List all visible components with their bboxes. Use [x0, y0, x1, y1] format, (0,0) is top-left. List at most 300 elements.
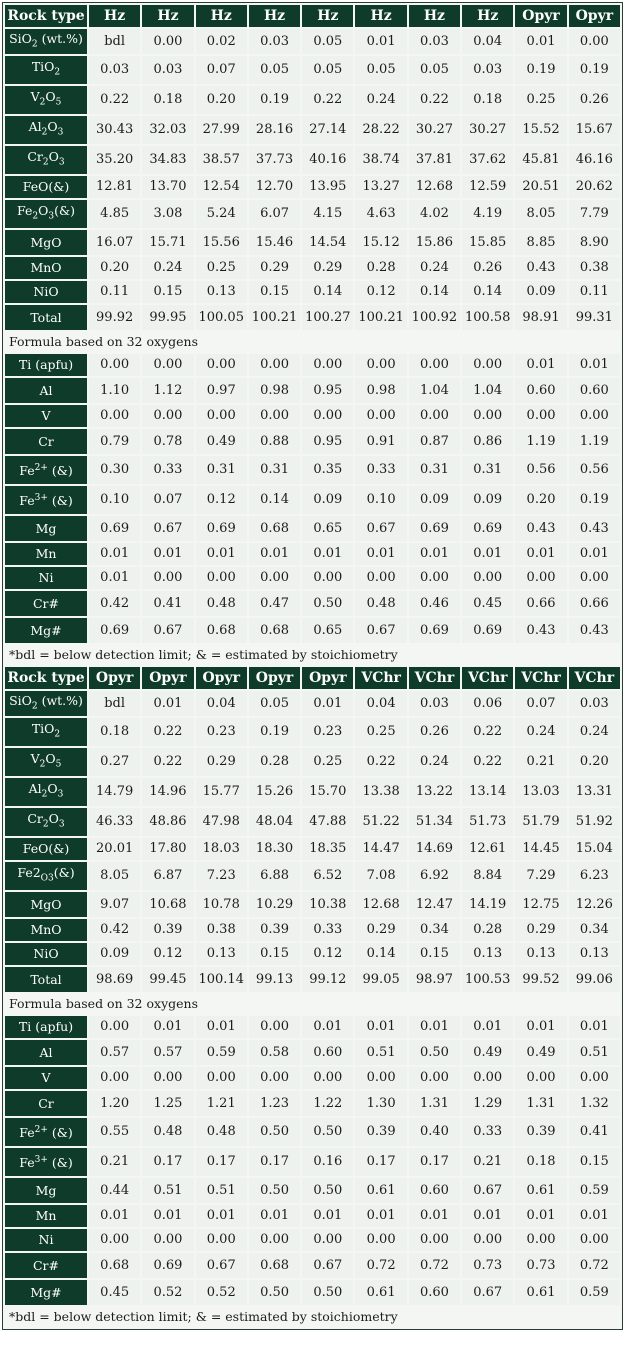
row-label-text: Al: [28, 119, 42, 135]
table-cell: 0.09: [515, 281, 566, 303]
table-row: [5, 691, 620, 716]
table-cell: 10.68: [142, 892, 193, 917]
table-cell: 0.51: [355, 1040, 406, 1065]
table-cell: 0.21: [89, 1148, 140, 1176]
table-cell: 12.68: [409, 176, 460, 198]
table-row: [5, 919, 620, 941]
table-cell: 0.67: [142, 618, 193, 643]
data-table-container: [2, 2, 623, 1330]
table-cell: 13.31: [569, 778, 620, 806]
row-label-subscript: 5: [55, 759, 62, 770]
table-row: [5, 1118, 620, 1146]
table-cell: 9.07: [89, 892, 140, 917]
table-cell: 0.67: [196, 1253, 247, 1278]
table-cell: 0.01: [409, 543, 460, 565]
row-label-text: MgO: [30, 234, 62, 250]
table-cell: 18.35: [302, 838, 353, 860]
table-cell: 0.45: [462, 591, 513, 616]
table-cell: 100.21: [249, 305, 300, 330]
table-cell: 15.46: [249, 230, 300, 255]
table-cell: 0.00: [355, 405, 406, 427]
row-label-text: Ni: [38, 570, 54, 585]
column-header: Opyr: [569, 5, 620, 27]
table-cell: 0.01: [302, 1016, 353, 1038]
row-label: [5, 257, 87, 279]
row-label-text: Mg#: [30, 1284, 62, 1300]
column-header: Opyr: [142, 667, 193, 689]
table-cell: 99.05: [355, 967, 406, 992]
table-cell: 0.01: [462, 1016, 513, 1038]
table-cell: 13.22: [409, 778, 460, 806]
table-cell: 30.27: [409, 116, 460, 144]
table-cell: 1.30: [355, 1091, 406, 1116]
table-cell: 0.61: [355, 1178, 406, 1203]
table-cell: 0.67: [142, 516, 193, 541]
row-label-text: Mn: [35, 1208, 57, 1223]
row-label: [5, 778, 87, 806]
table-cell: 7.23: [196, 862, 247, 890]
table-cell: 0.46: [409, 591, 460, 616]
table-cell: 0.24: [515, 718, 566, 746]
row-label: [5, 567, 87, 589]
table-row: [5, 1148, 620, 1176]
table-cell: 0.00: [196, 354, 247, 376]
table-row: [5, 146, 620, 174]
row-label-suffix: (&): [47, 463, 73, 479]
row-label-text: Ti (apfu): [18, 357, 74, 372]
table-cell: 0.31: [462, 456, 513, 484]
column-header: Hz: [462, 5, 513, 27]
row-label: [5, 281, 87, 303]
table-cell: 14.19: [462, 892, 513, 917]
table-cell: 0.67: [355, 516, 406, 541]
table-cell: 0.19: [249, 86, 300, 114]
table-cell: 0.25: [355, 718, 406, 746]
row-label: [5, 378, 87, 403]
table-cell: 0.00: [302, 1067, 353, 1089]
table-cell: 0.09: [89, 943, 140, 965]
table-cell: 0.24: [142, 257, 193, 279]
table-cell: 0.00: [569, 29, 620, 54]
column-header: Opyr: [196, 667, 247, 689]
table-cell: 98.91: [515, 305, 566, 330]
table-cell: 0.52: [196, 1280, 247, 1305]
table-cell: 15.85: [462, 230, 513, 255]
table-cell: 0.17: [355, 1148, 406, 1176]
table-cell: 15.77: [196, 778, 247, 806]
table-cell: 6.92: [409, 862, 460, 890]
row-label-text: Mg#: [30, 622, 62, 638]
table-cell: 0.17: [409, 1148, 460, 1176]
table-cell: 1.19: [569, 429, 620, 454]
table-cell: 0.00: [142, 29, 193, 54]
table-cell: 0.22: [302, 86, 353, 114]
table-cell: 0.15: [409, 943, 460, 965]
row-label: [5, 1040, 87, 1065]
table-cell: 0.05: [302, 29, 353, 54]
table-cell: 0.51: [196, 1178, 247, 1203]
row-label-text: Ti (apfu): [18, 1019, 74, 1034]
table-row: [5, 778, 620, 806]
table-cell: 0.11: [89, 281, 140, 303]
table-cell: 0.13: [462, 943, 513, 965]
table-cell: 51.73: [462, 808, 513, 836]
table-cell: 28.22: [355, 116, 406, 144]
table-cell: 0.00: [89, 1229, 140, 1251]
row-label-subscript: 2: [39, 759, 46, 770]
table-cell: 0.00: [569, 567, 620, 589]
table-cell: 0.60: [302, 1040, 353, 1065]
footnote-row: [5, 645, 620, 665]
table-cell: 47.88: [302, 808, 353, 836]
table-cell: 100.53: [462, 967, 513, 992]
table-cell: 0.39: [142, 919, 193, 941]
table-row: [5, 354, 620, 376]
row-label-subscript: 2: [41, 789, 48, 800]
table-cell: 14.54: [302, 230, 353, 255]
table-row: [5, 892, 620, 917]
table-cell: 14.47: [355, 838, 406, 860]
table-cell: 0.31: [249, 456, 300, 484]
table-cell: 17.80: [142, 838, 193, 860]
table-cell: 0.01: [515, 354, 566, 376]
table-cell: 0.20: [196, 86, 247, 114]
table-cell: 0.26: [409, 718, 460, 746]
table-cell: 0.33: [142, 456, 193, 484]
table-cell: 0.29: [302, 257, 353, 279]
table-cell: 7.79: [569, 200, 620, 228]
table-cell: 0.60: [515, 378, 566, 403]
table-cell: 6.07: [249, 200, 300, 228]
footnote: *bdl = below detection limit; & = estimated by stoichiometry: [5, 1307, 620, 1327]
table-cell: 1.32: [569, 1091, 620, 1116]
table-cell: 0.07: [515, 691, 566, 716]
table-cell: 0.23: [196, 718, 247, 746]
table-cell: 0.00: [249, 1016, 300, 1038]
table-cell: 0.00: [142, 1229, 193, 1251]
table-cell: 0.00: [569, 405, 620, 427]
table-cell: 12.75: [515, 892, 566, 917]
table-cell: 100.21: [355, 305, 406, 330]
table-cell: 15.67: [569, 116, 620, 144]
column-header: Opyr: [249, 667, 300, 689]
table-cell: 12.61: [462, 838, 513, 860]
table-cell: 13.14: [462, 778, 513, 806]
table-cell: 14.45: [515, 838, 566, 860]
row-label-text: Fe2: [17, 865, 41, 881]
table-cell: 0.29: [515, 919, 566, 941]
table-cell: 0.01: [302, 691, 353, 716]
table-cell: 0.01: [515, 1205, 566, 1227]
table-cell: 1.23: [249, 1091, 300, 1116]
row-label-text: Total: [30, 309, 62, 325]
table-cell: 0.00: [515, 1229, 566, 1251]
table-cell: 0.60: [569, 378, 620, 403]
table-row: [5, 405, 620, 427]
table-cell: 0.18: [89, 718, 140, 746]
row-label: [5, 1280, 87, 1305]
row-label-text: V: [41, 1070, 51, 1085]
row-label-subscript: 2: [39, 97, 46, 108]
table-cell: 3.08: [142, 200, 193, 228]
table-cell: 0.00: [409, 1067, 460, 1089]
table-cell: 14.79: [89, 778, 140, 806]
row-label: [5, 543, 87, 565]
table-cell: 0.07: [142, 486, 193, 514]
table-cell: 10.78: [196, 892, 247, 917]
table-cell: 0.59: [569, 1178, 620, 1203]
row-label-suffix: (&): [53, 865, 75, 881]
table-cell: 0.69: [142, 1253, 193, 1278]
table-cell: 0.95: [302, 378, 353, 403]
row-label-text: Mn: [35, 546, 57, 561]
table-cell: 0.22: [462, 718, 513, 746]
table-cell: 0.01: [249, 543, 300, 565]
table-row: [5, 257, 620, 279]
table-cell: 0.69: [462, 516, 513, 541]
table-cell: 0.01: [142, 691, 193, 716]
table-cell: 0.00: [142, 1067, 193, 1089]
row-label-text: O: [38, 203, 49, 219]
table-cell: 0.50: [249, 1280, 300, 1305]
table-cell: 35.20: [89, 146, 140, 174]
table-cell: 0.43: [515, 618, 566, 643]
table-row: [5, 230, 620, 255]
table-row: [5, 200, 620, 228]
table-cell: 0.01: [302, 1205, 353, 1227]
table-cell: 0.05: [249, 56, 300, 84]
row-label: [5, 943, 87, 965]
table-cell: 0.22: [409, 86, 460, 114]
table-cell: 99.06: [569, 967, 620, 992]
table-cell: 15.52: [515, 116, 566, 144]
table-cell: 0.18: [515, 1148, 566, 1176]
table-cell: 0.00: [409, 1229, 460, 1251]
table-cell: 0.18: [462, 86, 513, 114]
row-label: [5, 456, 87, 484]
table-cell: 0.07: [196, 56, 247, 84]
table-cell: 0.01: [569, 543, 620, 565]
table-cell: 0.01: [515, 1016, 566, 1038]
table-row: [5, 1205, 620, 1227]
column-header: VChr: [462, 667, 513, 689]
table-row: [5, 1016, 620, 1038]
table-cell: 99.31: [569, 305, 620, 330]
table-cell: 1.19: [515, 429, 566, 454]
column-header: Opyr: [89, 667, 140, 689]
table-cell: 0.20: [569, 748, 620, 776]
table-cell: 0.00: [89, 354, 140, 376]
table-cell: 0.22: [89, 86, 140, 114]
table-cell: 30.27: [462, 116, 513, 144]
table-cell: 0.01: [355, 1016, 406, 1038]
row-label-subscript: 3: [57, 789, 64, 800]
row-label-text: Fe: [19, 1125, 35, 1141]
row-label-text: TiO: [31, 59, 55, 75]
table-cell: 0.01: [515, 29, 566, 54]
table-cell: 15.56: [196, 230, 247, 255]
table-cell: 0.00: [302, 567, 353, 589]
table-cell: 0.13: [196, 943, 247, 965]
table-cell: 27.99: [196, 116, 247, 144]
row-label-subscript: 5: [55, 97, 62, 108]
table-cell: 20.51: [515, 176, 566, 198]
table-row: [5, 1067, 620, 1089]
table-cell: 0.04: [462, 29, 513, 54]
table-cell: 0.15: [249, 281, 300, 303]
table-cell: 0.43: [569, 618, 620, 643]
table-cell: 0.87: [409, 429, 460, 454]
row-label: [5, 967, 87, 992]
row-label-text: Al: [39, 382, 53, 398]
table-cell: 99.92: [89, 305, 140, 330]
table-row: [5, 808, 620, 836]
table-cell: 0.97: [196, 378, 247, 403]
formula-note: Formula based on 32 oxygens: [5, 994, 620, 1014]
table-cell: 0.56: [515, 456, 566, 484]
row-label-text: Fe: [19, 463, 35, 479]
table-cell: 0.56: [569, 456, 620, 484]
table-cell: 0.03: [249, 29, 300, 54]
table-cell: 0.47: [249, 591, 300, 616]
table-cell: 0.78: [142, 429, 193, 454]
row-label-text: Mg: [35, 520, 57, 536]
table-cell: 0.00: [249, 1067, 300, 1089]
table-cell: 0.09: [409, 486, 460, 514]
row-label: [5, 176, 87, 198]
column-header: Hz: [249, 5, 300, 27]
row-label-suffix: (&): [47, 493, 73, 509]
table-cell: 37.81: [409, 146, 460, 174]
table-cell: 0.35: [302, 456, 353, 484]
table-cell: 0.01: [196, 1016, 247, 1038]
table-cell: 4.63: [355, 200, 406, 228]
table-cell: 0.69: [89, 516, 140, 541]
table-cell: 0.01: [196, 543, 247, 565]
table-cell: 0.15: [569, 1148, 620, 1176]
table-cell: 0.57: [142, 1040, 193, 1065]
table-row: [5, 618, 620, 643]
footnote-row: [5, 1307, 620, 1327]
row-label: [5, 808, 87, 836]
table-cell: 0.69: [409, 516, 460, 541]
table-cell: 48.04: [249, 808, 300, 836]
row-label-text: V: [30, 751, 40, 767]
row-label: [5, 838, 87, 860]
table-cell: 0.86: [462, 429, 513, 454]
row-label-subscript: 2: [42, 819, 49, 830]
table-cell: 0.00: [462, 1067, 513, 1089]
row-label-subscript: 3: [58, 157, 65, 168]
row-label: [5, 1148, 87, 1176]
row-label-text: Al: [28, 781, 42, 797]
table-cell: 0.39: [355, 1118, 406, 1146]
row-label-subscript: 2: [54, 67, 61, 78]
row-label-superscript: 3+: [34, 493, 48, 504]
column-header: VChr: [515, 667, 566, 689]
table-cell: 0.57: [89, 1040, 140, 1065]
table-cell: 0.39: [515, 1118, 566, 1146]
table-cell: 0.61: [355, 1280, 406, 1305]
row-label-text: MgO: [30, 896, 62, 912]
table-cell: 30.43: [89, 116, 140, 144]
table-cell: 0.00: [196, 567, 247, 589]
table-cell: 12.54: [196, 176, 247, 198]
column-header: VChr: [355, 667, 406, 689]
column-header: Hz: [302, 5, 353, 27]
table-row: [5, 486, 620, 514]
row-label: [5, 691, 87, 716]
table-row: [5, 456, 620, 484]
column-header: VChr: [409, 667, 460, 689]
table-cell: 7.08: [355, 862, 406, 890]
table-cell: 0.00: [89, 1016, 140, 1038]
table-cell: 34.83: [142, 146, 193, 174]
table-cell: 18.30: [249, 838, 300, 860]
row-label: [5, 146, 87, 174]
formula-note: Formula based on 32 oxygens: [5, 332, 620, 352]
row-label-text: MnO: [30, 922, 62, 937]
table-row: [5, 591, 620, 616]
header-row: [5, 5, 620, 27]
table-cell: 0.01: [462, 1205, 513, 1227]
table-cell: 46.33: [89, 808, 140, 836]
table-cell: 0.33: [462, 1118, 513, 1146]
table-cell: 0.26: [462, 257, 513, 279]
table-cell: 0.69: [409, 618, 460, 643]
table-cell: 6.23: [569, 862, 620, 890]
table-cell: 12.59: [462, 176, 513, 198]
table-cell: 0.61: [515, 1178, 566, 1203]
table-cell: 0.59: [569, 1280, 620, 1305]
table-cell: 0.21: [515, 748, 566, 776]
table-cell: 0.19: [569, 56, 620, 84]
table-cell: 0.00: [355, 354, 406, 376]
table-cell: 0.01: [355, 29, 406, 54]
table-cell: 0.23: [302, 718, 353, 746]
table-row: [5, 1091, 620, 1116]
table-row: [5, 281, 620, 303]
table-cell: 0.68: [249, 618, 300, 643]
row-label-text: Fe: [19, 493, 35, 509]
table-row: [5, 718, 620, 746]
table-cell: 0.24: [569, 718, 620, 746]
table-cell: 37.62: [462, 146, 513, 174]
table-cell: 0.30: [89, 456, 140, 484]
table-cell: 0.01: [142, 1016, 193, 1038]
table-cell: 0.00: [196, 405, 247, 427]
table-cell: 99.52: [515, 967, 566, 992]
table-row: [5, 1178, 620, 1203]
table-cell: 0.48: [196, 591, 247, 616]
table-cell: 51.92: [569, 808, 620, 836]
table-cell: 38.74: [355, 146, 406, 174]
table-cell: 0.67: [462, 1280, 513, 1305]
table-cell: 0.58: [249, 1040, 300, 1065]
table-cell: 13.27: [355, 176, 406, 198]
table-cell: 0.10: [355, 486, 406, 514]
formula-note-row: [5, 332, 620, 352]
row-label-text: MnO: [30, 260, 62, 275]
table-cell: 15.70: [302, 778, 353, 806]
table-cell: 0.13: [196, 281, 247, 303]
table-cell: 0.34: [409, 919, 460, 941]
table-cell: 0.04: [355, 691, 406, 716]
row-label-subscript: 2: [42, 157, 49, 168]
rock-type-header: Rock type: [5, 667, 87, 689]
table-cell: 10.29: [249, 892, 300, 917]
table-cell: 1.20: [89, 1091, 140, 1116]
